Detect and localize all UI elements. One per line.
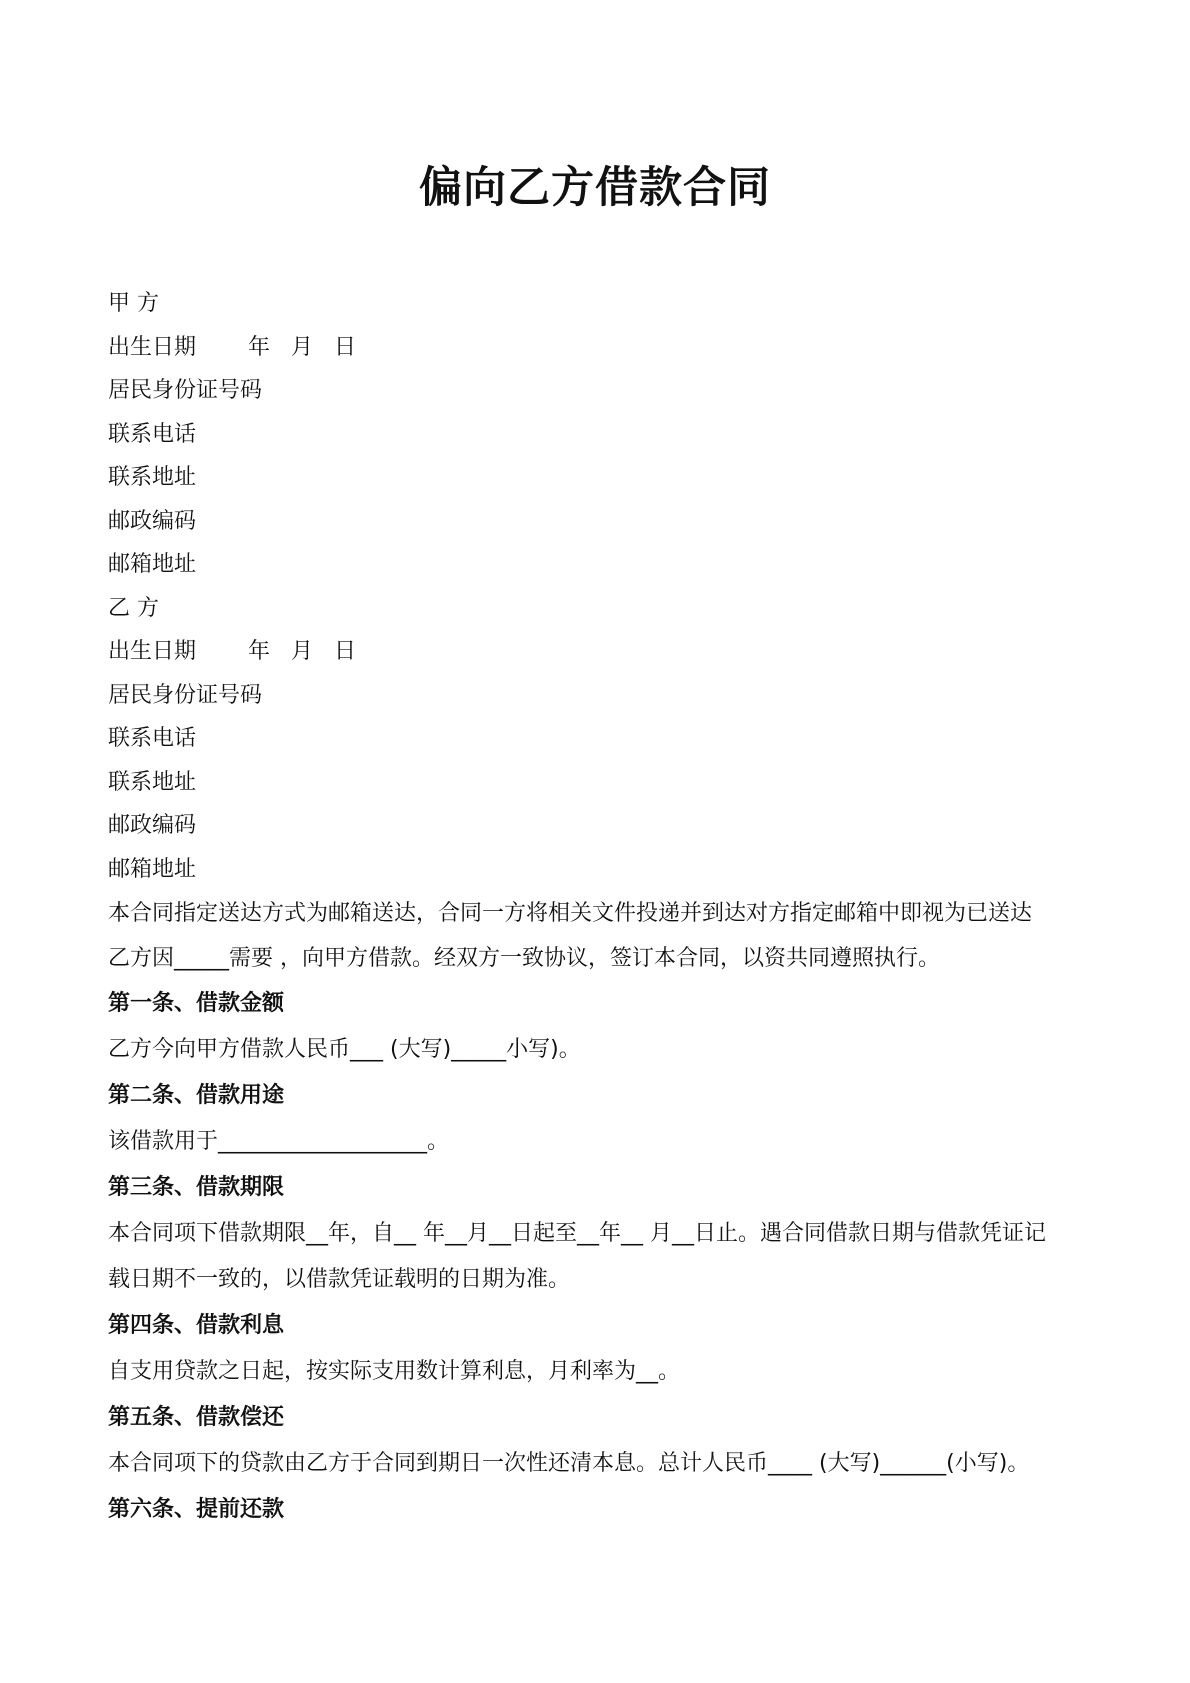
party-b-email-label: 邮箱地址 — [108, 856, 197, 882]
party-a-id-label: 居民身份证号码 — [108, 378, 263, 403]
party-a-birth-row — [108, 326, 1098, 370]
article-heading: 第六条、提前还款 — [108, 1497, 285, 1522]
party-b-birth-label: 出生日期 — [108, 639, 197, 664]
article-heading: 第四条、借款利息 — [108, 1313, 285, 1338]
party-b-birth-row — [108, 630, 1098, 674]
party-a-postcode-label: 邮政编码 — [108, 508, 197, 534]
contract-body — [108, 282, 1098, 1533]
article-text: 乙方今向甲方借款人民币___ (大写)_____小写)。 — [108, 1037, 581, 1062]
article-text: 本合同项下的贷款由乙方于合同到期日一次性还清本息。总计人民币____ (大写)______(小写)。 — [108, 1451, 1030, 1476]
party-a-phone-label: 联系电话 — [108, 421, 197, 447]
article-heading: 第三条、借款期限 — [108, 1175, 285, 1200]
article-text: 载日期不一致的，以借款凭证载明的日期为准。 — [108, 1267, 571, 1292]
article-heading: 第五条、借款偿还 — [108, 1405, 285, 1430]
party-a-address-label: 联系地址 — [108, 465, 197, 490]
party-b-postcode-label: 邮政编码 — [108, 813, 197, 838]
service-clause: 本合同指定送达方式为邮箱送达，合同一方将相关文件投递并到达对方指定邮箱中即视为已送达 — [108, 901, 1033, 926]
party-a-email-label: 邮箱地址 — [108, 552, 197, 577]
article-text: 本合同项下借款期限__年，自__ 年__月__日起至__年__ 月__日止。遇合同借款日期与借款凭证记 — [108, 1221, 1046, 1246]
page-title: 偏向乙方借款合同 — [419, 163, 771, 213]
intro-clause: 乙方因_____需要 ，向甲方借款。经双方一致协议，签订本合同，以资共同遵照执行。 — [108, 946, 940, 971]
party-b-label: 乙 方 — [108, 595, 159, 621]
party-a-label: 甲 方 — [108, 291, 159, 316]
party-a-birth-label: 出生日期 — [108, 334, 197, 360]
party-b-phone-label: 联系电话 — [108, 726, 197, 751]
article-heading: 第二条、借款用途 — [108, 1083, 285, 1108]
article-text: 自支用贷款之日起，按实际支用数计算利息，月利率为__。 — [108, 1359, 681, 1384]
party-a-birth-date: 年 月 日 — [248, 334, 356, 360]
article-heading: 第一条、借款金额 — [108, 991, 285, 1016]
party-b-birth-date: 年 月 日 — [248, 639, 356, 664]
party-b-id-label: 居民身份证号码 — [108, 682, 263, 708]
article-text: 该借款用于___________________。 — [108, 1129, 450, 1154]
party-b-address-label: 联系地址 — [108, 769, 197, 795]
